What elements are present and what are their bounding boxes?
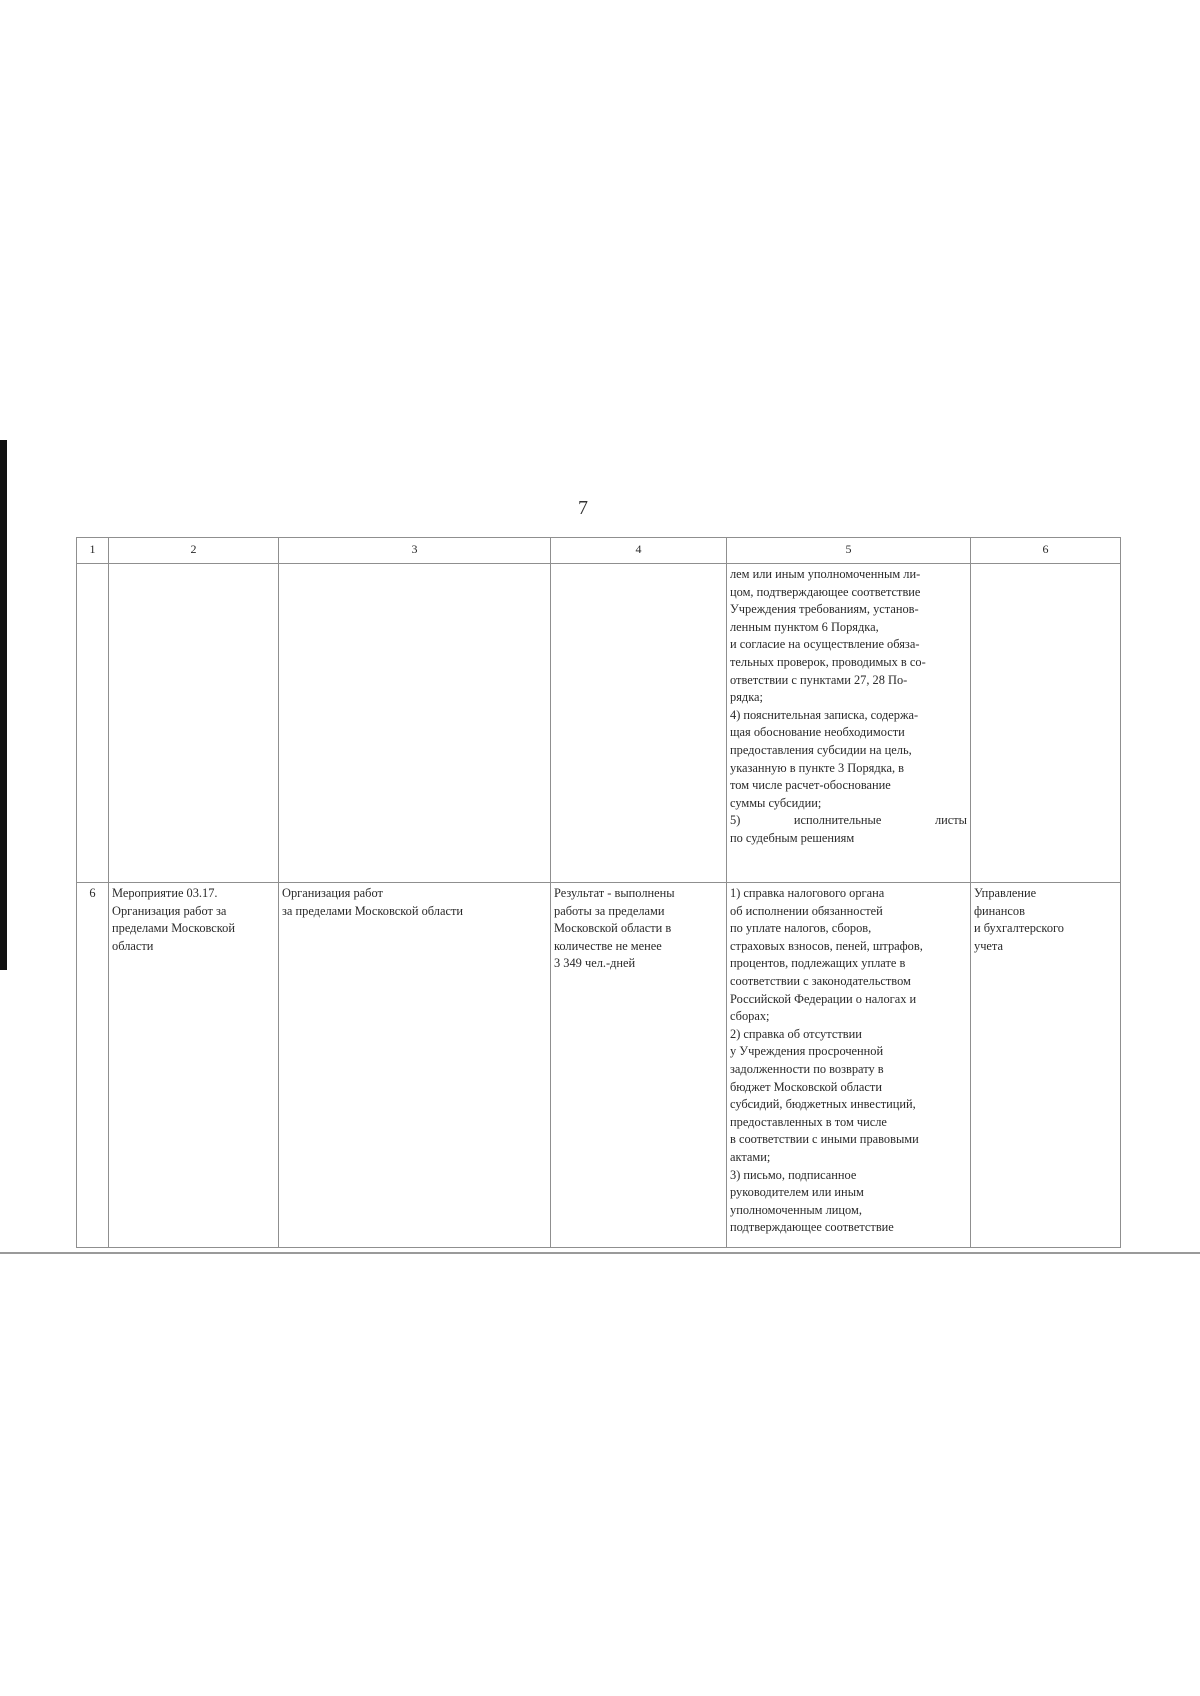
row6-col-5: [727, 883, 971, 1248]
row6-col3-line: Организация работ: [282, 886, 383, 900]
row6-col5-line: Российской Федерации о налогах и: [730, 991, 917, 1006]
row6-col-6: [971, 883, 1121, 1248]
cont-col5-line: суммы субсидии;: [730, 795, 822, 810]
row6-col5-line: сборах;: [730, 1009, 770, 1024]
header-col-3: 3: [279, 538, 551, 564]
row6-col2-line: пределами Московской: [112, 921, 236, 936]
cont-col5-line: рядка;: [730, 690, 763, 705]
row6-number: 6: [77, 883, 109, 1248]
row6-col5-line: по уплате налогов, сборов,: [730, 921, 872, 936]
scan-line-bottom: [0, 1252, 1200, 1254]
row6-col5-line: 1) справка налогового органа: [730, 886, 885, 900]
item5-word2: листы: [934, 813, 967, 828]
document-table: [76, 537, 1121, 1248]
row6-col6-line: Управление: [974, 886, 1037, 900]
row6-col2-line: Организация работ за: [112, 903, 227, 918]
cont-col5-line: Учреждения требованиям, установ-: [730, 602, 919, 617]
row6-col4-line: количестве не менее: [554, 938, 662, 953]
cont-col5-line: по судебным решениям: [730, 830, 855, 845]
cont-col5-line: щая обоснование необходимости: [730, 725, 905, 740]
row6-col5-line: в соответствии с иными правовыми: [730, 1132, 919, 1147]
scan-edge-left: [0, 440, 7, 970]
row6-col5-line: уполномоченным лицом,: [730, 1202, 862, 1217]
row6-col5-line: предоставленных в том числе: [730, 1114, 887, 1129]
cont-col5-line: тельных проверок, проводимых в со-: [730, 654, 926, 669]
cont-col-5: [727, 564, 971, 883]
row6-col-3: [279, 883, 551, 1248]
header-col-2: 2: [109, 538, 279, 564]
cont-col5-line: указанную в пункте 3 Порядка, в: [730, 760, 905, 775]
item5-number: 5): [730, 813, 741, 828]
cont-col5-line: и согласие на осуществление обяза-: [730, 637, 920, 652]
row6-col4-line: работы за пределами: [554, 903, 665, 918]
row6-col6-line: учета: [974, 938, 1003, 953]
cont-col-3: [279, 564, 551, 883]
row6-col4-line: Результат - выполнены: [554, 886, 675, 900]
row6-col5-line: актами;: [730, 1149, 771, 1164]
table-row-continuation: [77, 564, 1121, 883]
row6-col5-line: руководителем или иным: [730, 1185, 864, 1200]
row6-col5-line: 2) справка об отсутствии: [730, 1026, 862, 1041]
cont-col5-item5-line: [730, 812, 967, 830]
header-col-1: 1: [77, 538, 109, 564]
header-col-6: 6: [971, 538, 1121, 564]
row6-col4-line: Московской области в: [554, 921, 672, 936]
cont-col5-line: ответствии с пунктами 27, 28 По-: [730, 672, 908, 687]
row6-col5-line: соответствии с законодательством: [730, 973, 911, 988]
page-number: 7: [578, 497, 588, 519]
row6-col5-line: задолженности по возврату в: [730, 1061, 884, 1076]
header-col-5: 5: [727, 538, 971, 564]
cont-col-4: [551, 564, 727, 883]
table-row-6: [77, 883, 1121, 1248]
row6-col5-line: подтверждающее соответствие: [730, 1220, 894, 1235]
cont-col5-line: предоставления субсидии на цель,: [730, 742, 912, 757]
cont-col5-line: ленным пунктом 6 Порядка,: [730, 619, 879, 634]
header-col-4: 4: [551, 538, 727, 564]
row6-col5-line: у Учреждения просроченной: [730, 1044, 884, 1059]
row6-col2-line: области: [112, 938, 154, 953]
cont-col5-line: лем или иным уполномоченным ли-: [730, 567, 921, 581]
item5-word1: исполнительные: [793, 813, 882, 828]
row6-col6-line: и бухгалтерского: [974, 921, 1064, 936]
row6-col-2: [109, 883, 279, 1248]
cont-col5-line: том числе расчет-обоснование: [730, 778, 891, 793]
row6-col5-line: субсидий, бюджетных инвестиций,: [730, 1097, 916, 1112]
cont-col5-line: 4) пояснительная записка, содержа-: [730, 707, 919, 722]
row6-col5-line: 3) письмо, подписанное: [730, 1167, 857, 1182]
row6-col6-line: финансов: [974, 903, 1025, 918]
header-row: [77, 538, 1121, 564]
cont-col-1: [77, 564, 109, 883]
row6-col5-line: об исполнении обязанностей: [730, 903, 883, 918]
cont-col5-line: цом, подтверждающее соответствие: [730, 584, 921, 599]
row6-col5-line: процентов, подлежащих уплате в: [730, 956, 906, 971]
row6-col3-line: за пределами Московской области: [282, 903, 464, 918]
cont-col-2: [109, 564, 279, 883]
row6-col5-line: страховых взносов, пеней, штрафов,: [730, 938, 923, 953]
row6-col4-line: 3 349 чел.-дней: [554, 956, 636, 971]
row6-col-4: [551, 883, 727, 1248]
cont-col-6: [971, 564, 1121, 883]
row6-col2-line: Мероприятие 03.17.: [112, 886, 218, 900]
table-header: [77, 538, 1121, 564]
row6-col5-line: бюджет Московской области: [730, 1079, 882, 1094]
